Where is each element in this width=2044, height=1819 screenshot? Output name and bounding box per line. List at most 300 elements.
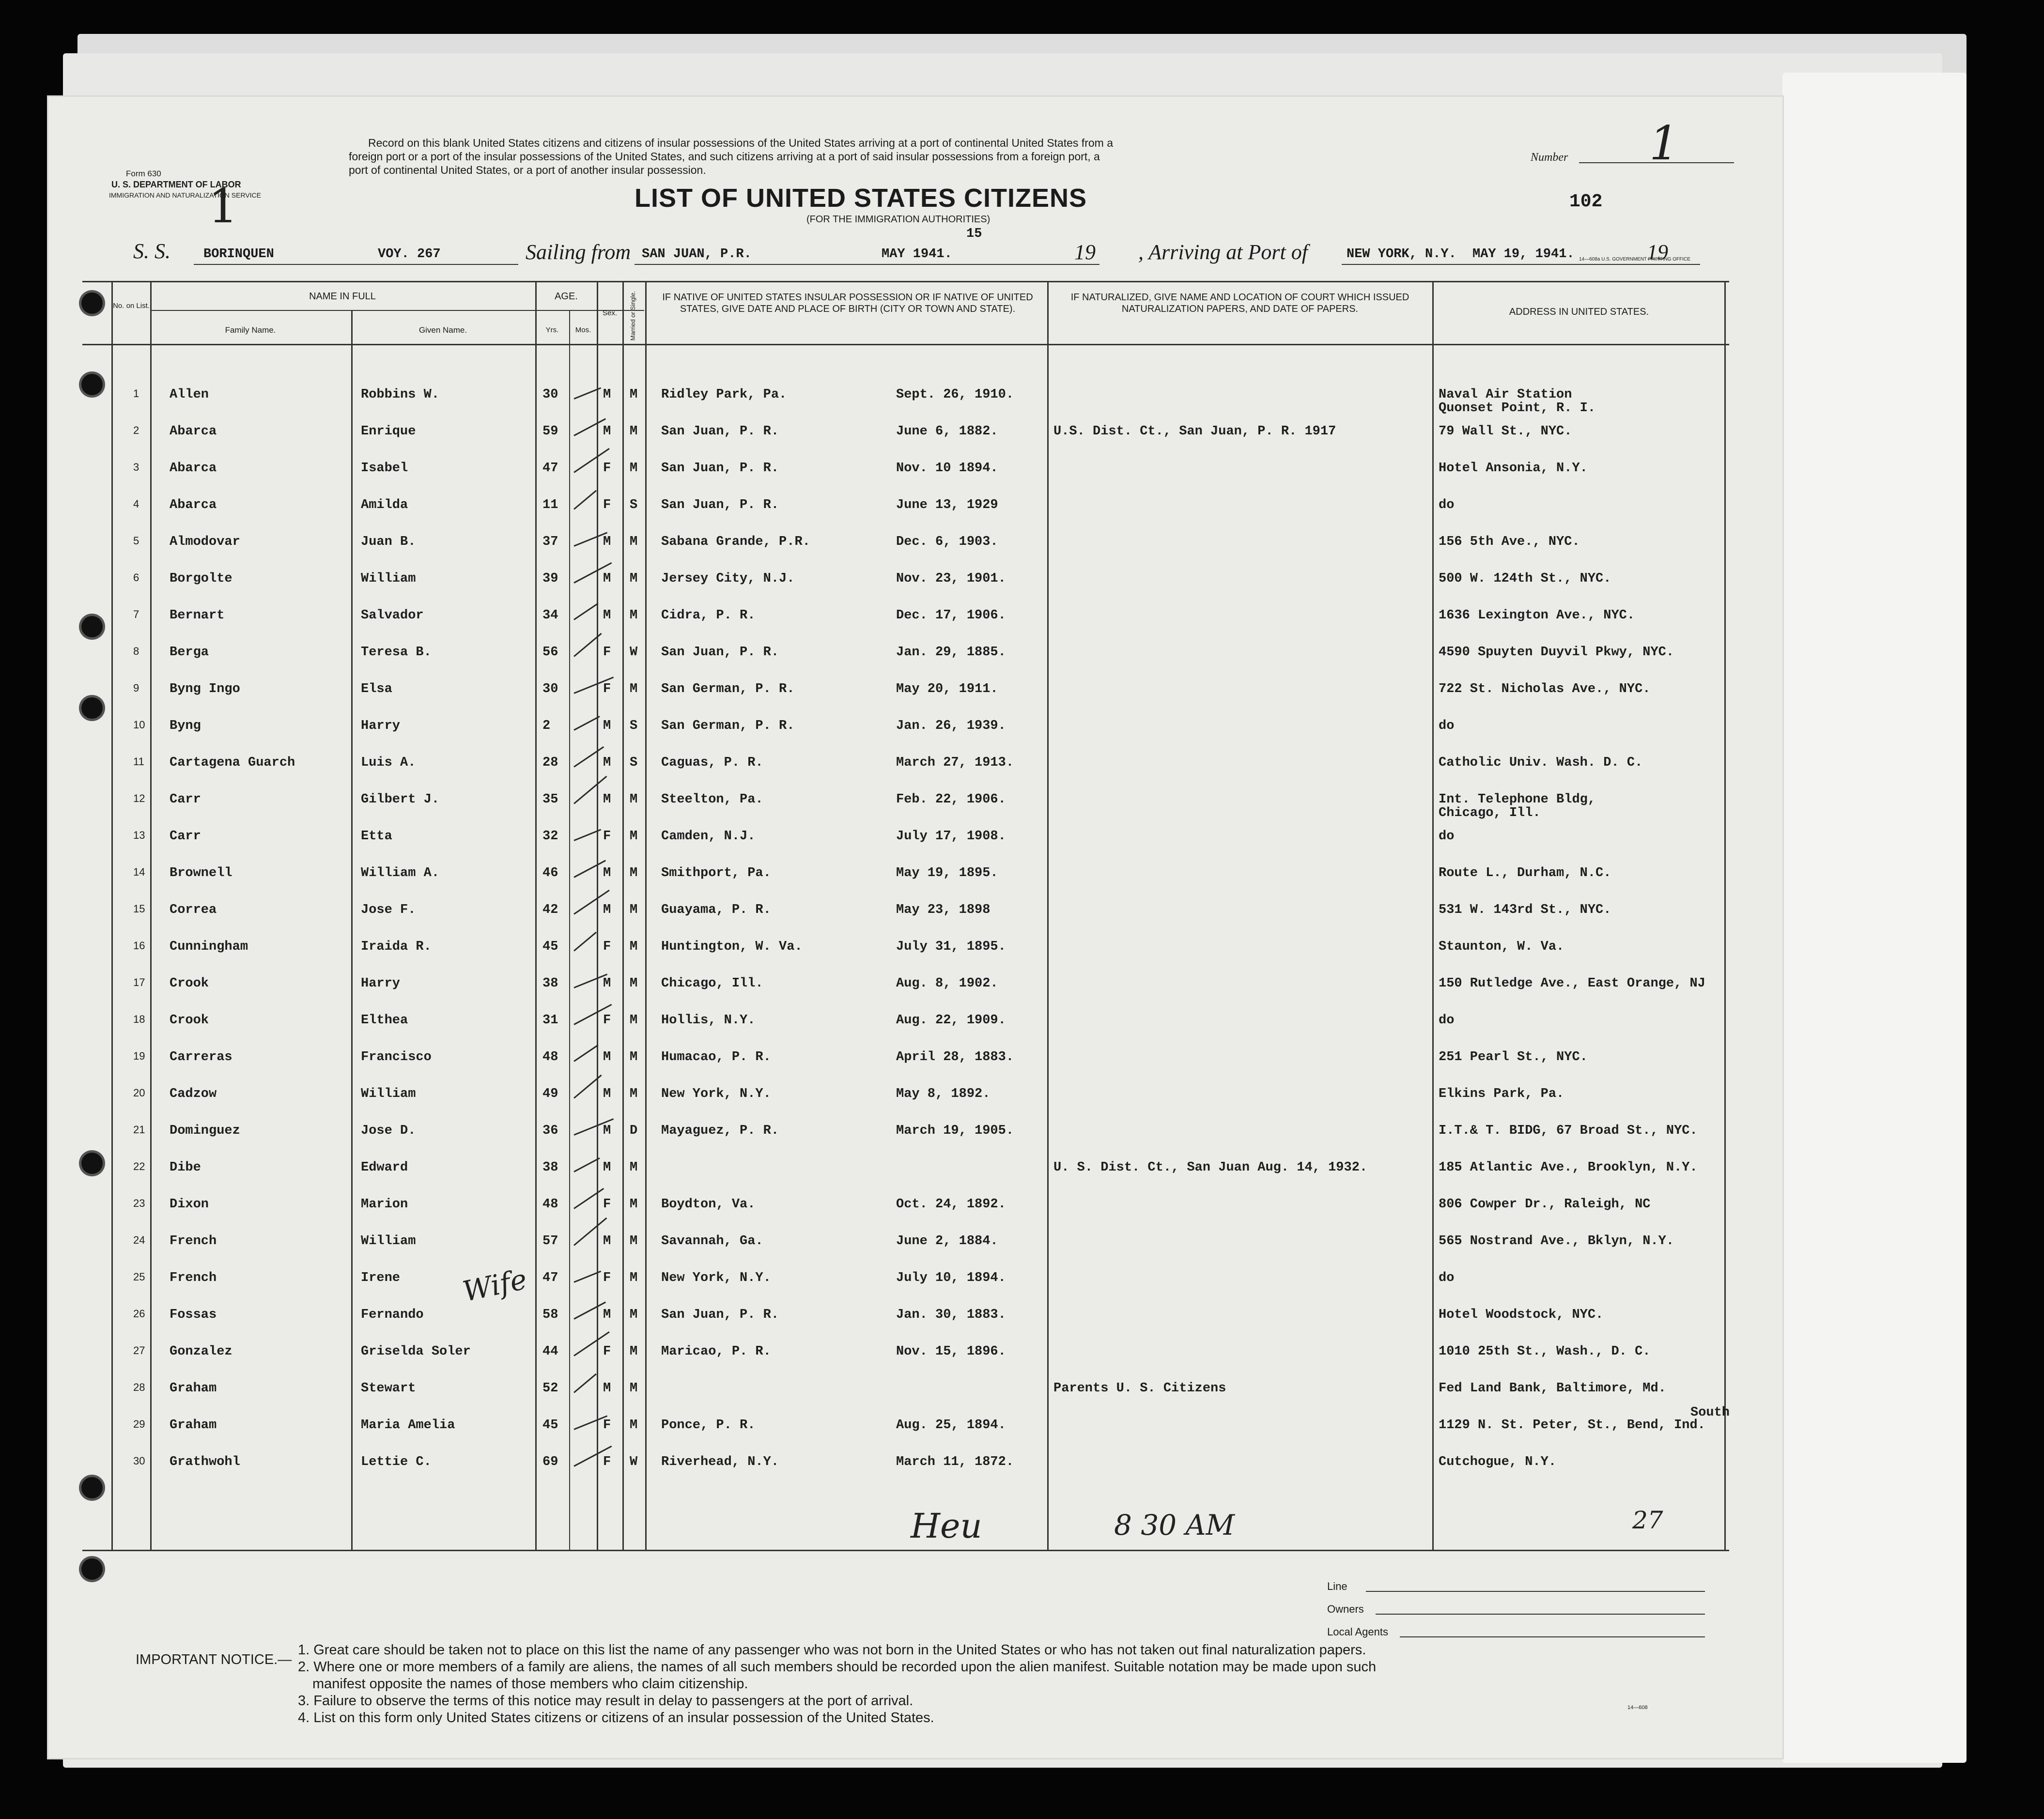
family-name: Dixon <box>170 1197 209 1212</box>
sex: F <box>603 498 611 512</box>
sailing-date-correction: 15 <box>966 227 982 241</box>
instruction-line-2: foreign port or a port of the insular possessions of the United States, and such citizens arriving at a port of said insular possessions from a foreign port, a <box>349 150 1100 163</box>
birth-place: Cidra, P. R. <box>661 608 756 623</box>
naturalization: U. S. Dist. Ct., San Juan Aug. 14, 1932. <box>1053 1160 1368 1175</box>
sex: F <box>603 461 611 476</box>
sex: F <box>603 1418 611 1433</box>
row-number: 15 <box>133 903 145 915</box>
arrival-underline <box>1342 264 1700 265</box>
family-name: Brownell <box>170 866 232 880</box>
marital-status: M <box>630 1344 638 1359</box>
header-mos: Mos. <box>575 326 591 334</box>
given-name: William A. <box>361 866 440 880</box>
sailing-year-suffix: 19 <box>1074 240 1096 264</box>
row-number: 6 <box>133 571 139 584</box>
given-name: Elsa <box>361 682 392 696</box>
sex: M <box>603 1160 611 1175</box>
given-name: Isabel <box>361 461 408 476</box>
header-no-on-list: No. on List. <box>113 302 150 310</box>
age-years: 44 <box>542 1344 558 1359</box>
birth-date: Aug. 25, 1894. <box>896 1418 1006 1433</box>
table-top-rule <box>82 281 1729 282</box>
family-name: Cadzow <box>170 1087 217 1101</box>
address-line-2: Chicago, Ill. <box>1439 806 1541 820</box>
header-birth: IF NATIVE OF UNITED STATES INSULAR POSSESSION OR IF NATIVE OF UNITED STATES, GIVE DATE AND PLACE OF BIRTH (CITY OR TOWN AND STATE). <box>662 292 1033 314</box>
marital-status: M <box>630 1197 638 1212</box>
address: Hotel Woodstock, NYC. <box>1439 1308 1604 1322</box>
naturalization: Parents U. S. Citizens <box>1053 1381 1226 1396</box>
page-title: LIST OF UNITED STATES CITIZENS <box>635 184 1087 213</box>
age-years: 11 <box>542 498 558 512</box>
age-years: 47 <box>542 461 558 476</box>
agent-local-rule <box>1400 1636 1705 1637</box>
address: do <box>1439 1271 1455 1285</box>
age-years: 47 <box>542 1271 558 1285</box>
age-years: 49 <box>542 1087 558 1101</box>
birth-date: Nov. 15, 1896. <box>896 1344 1006 1359</box>
sex: M <box>603 1381 611 1396</box>
family-name: Graham <box>170 1418 217 1433</box>
number-label: Number <box>1531 151 1568 164</box>
marital-status: M <box>630 1013 638 1028</box>
arrival-date: MAY 19, 1941. <box>1472 247 1575 262</box>
birth-date: May 19, 1895. <box>896 866 998 880</box>
marital-status: M <box>630 387 638 402</box>
check-mark <box>573 776 607 804</box>
time-stamp-handwritten: 8 30 AM <box>1114 1509 1235 1542</box>
age-years: 48 <box>542 1197 558 1212</box>
birth-date: July 31, 1895. <box>896 940 1006 954</box>
agent-owners-rule <box>1376 1614 1705 1615</box>
col-rule <box>351 310 353 1550</box>
address: 4590 Spuyten Duyvil Pkwy, NYC. <box>1439 645 1674 660</box>
family-name: Dominguez <box>170 1124 240 1138</box>
birth-place: Riverhead, N.Y. <box>661 1455 779 1469</box>
sex: M <box>603 1308 611 1322</box>
age-years: 42 <box>542 903 558 917</box>
given-name: Lettie C. <box>361 1455 432 1469</box>
row-number: 12 <box>133 792 145 804</box>
col-rule <box>622 281 624 1550</box>
birth-place: Sabana Grande, P.R. <box>661 535 810 549</box>
address: Fed Land Bank, Baltimore, Md. <box>1439 1381 1666 1396</box>
list-number-handwritten: 1 <box>1649 116 1679 170</box>
binder-hole <box>81 1477 103 1498</box>
family-name: Cunningham <box>170 940 248 954</box>
birth-date: Sept. 26, 1910. <box>896 387 1014 402</box>
birth-date: March 27, 1913. <box>896 755 1014 770</box>
birth-place: Smithport, Pa. <box>661 866 771 880</box>
age-years: 38 <box>542 976 558 991</box>
birth-place: Ponce, P. R. <box>661 1418 756 1433</box>
birth-date: July 10, 1894. <box>896 1271 1006 1285</box>
row-number: 27 <box>133 1344 145 1357</box>
given-name: Iraida R. <box>361 940 432 954</box>
marital-status: M <box>630 792 638 807</box>
page-subtitle: (FOR THE IMMIGRATION AUTHORITIES) <box>806 214 991 225</box>
family-name: Carr <box>170 829 201 844</box>
birth-place: San Juan, P. R. <box>661 498 779 512</box>
family-name: Berga <box>170 645 209 660</box>
birth-date: May 20, 1911. <box>896 682 998 696</box>
birth-date: July 17, 1908. <box>896 829 1006 844</box>
address: 79 Wall St., NYC. <box>1439 424 1572 439</box>
notice-item-2: 2. Where one or more members of a family are aliens, the names of all such members should be recorded upon the alien manifest. Suitable notation may be made upon such <box>298 1659 1377 1675</box>
birth-place: San German, P. R. <box>661 682 795 696</box>
given-name: Etta <box>361 829 392 844</box>
birth-place: Maricao, P. R. <box>661 1344 771 1359</box>
birth-date: Dec. 17, 1906. <box>896 608 1006 623</box>
row-number: 16 <box>133 940 145 952</box>
sex: M <box>603 903 611 917</box>
notice-item-2-cont: manifest opposite the names of those members who claim citizenship. <box>312 1676 748 1692</box>
family-name: Almodovar <box>170 535 240 549</box>
sex: F <box>603 940 611 954</box>
service-name: IMMIGRATION AND NATURALIZATION SERVICE <box>109 191 261 199</box>
given-name: William <box>361 571 416 586</box>
binder-hole <box>81 374 103 395</box>
check-mark <box>573 1301 606 1319</box>
family-name: Abarca <box>170 424 217 439</box>
birth-place: Savannah, Ga. <box>661 1234 763 1249</box>
age-years: 36 <box>542 1124 558 1138</box>
sex: M <box>603 387 611 402</box>
col-rule <box>1724 281 1726 1550</box>
row-number: 11 <box>133 755 144 768</box>
given-name: Teresa B. <box>361 645 432 660</box>
row-number: 19 <box>133 1050 145 1062</box>
family-name: Borgolte <box>170 571 232 586</box>
binder-hole <box>81 1153 103 1174</box>
sex: M <box>603 755 611 770</box>
marital-status: M <box>630 1418 638 1433</box>
count-handwritten: 27 <box>1632 1506 1663 1534</box>
check-mark <box>573 1415 607 1430</box>
address-line-2: South <box>1690 1405 1730 1420</box>
family-name: Correa <box>170 903 217 917</box>
check-mark <box>573 1218 607 1246</box>
row-number: 8 <box>133 645 139 657</box>
age-years: 58 <box>542 1308 558 1322</box>
marital-status: M <box>630 1160 638 1175</box>
notice-item-1: 1. Great care should be taken not to place on this list the name of any passenger who was not born in the United States or who has not taken out final naturalization papers. <box>298 1642 1366 1658</box>
family-name: Carr <box>170 792 201 807</box>
family-name: Byng Ingo <box>170 682 240 696</box>
age-years: 52 <box>542 1381 558 1396</box>
given-name: William <box>361 1087 416 1101</box>
family-name: Byng <box>170 719 201 733</box>
address: 156 5th Ave., NYC. <box>1439 535 1580 549</box>
family-name: Cartagena Guarch <box>170 755 295 770</box>
sex: M <box>603 719 611 733</box>
birth-date: Feb. 22, 1906. <box>896 792 1006 807</box>
sex: M <box>603 792 611 807</box>
check-mark <box>573 1157 600 1172</box>
col-rule <box>150 281 152 1550</box>
marital-status: M <box>630 1271 638 1285</box>
sailing-underline <box>635 264 1099 265</box>
row-number: 7 <box>133 608 139 620</box>
birth-date: March 19, 1905. <box>896 1124 1014 1138</box>
row-number: 20 <box>133 1087 145 1099</box>
marital-status: M <box>630 976 638 991</box>
address: 531 W. 143rd St., NYC. <box>1439 903 1611 917</box>
given-name: Marion <box>361 1197 408 1212</box>
age-years: 2 <box>542 719 551 733</box>
birth-place: San Juan, P. R. <box>661 645 779 660</box>
notice-heading: IMPORTANT NOTICE.— <box>136 1652 292 1667</box>
ship-name: BORINQUEN <box>203 247 274 262</box>
department-name: U. S. DEPARTMENT OF LABOR <box>111 180 241 189</box>
given-name: Luis A. <box>361 755 416 770</box>
instruction-line-1: Record on this blank United States citizens and citizens of insular possessions of the United States arriving at a port of continental United States from a <box>368 137 1113 149</box>
given-name: Maria Amelia <box>361 1418 455 1433</box>
given-name: Fernando <box>361 1308 424 1322</box>
birth-date: March 11, 1872. <box>896 1455 1014 1469</box>
arrival-year-suffix: 19 <box>1647 240 1668 264</box>
header-given-name: Given Name. <box>418 325 467 335</box>
age-years: 37 <box>542 535 558 549</box>
address: Elkins Park, Pa. <box>1439 1087 1564 1101</box>
check-mark <box>573 1188 604 1209</box>
family-name: Bernart <box>170 608 225 623</box>
birth-place: Chicago, Ill. <box>661 976 763 991</box>
birth-date: April 28, 1883. <box>896 1050 1014 1064</box>
sex: F <box>603 645 611 660</box>
print-code-bottom: 14—608 <box>1627 1705 1648 1711</box>
family-name: Allen <box>170 387 209 402</box>
marital-status: M <box>630 866 638 880</box>
age-years: 38 <box>542 1160 558 1175</box>
address: 722 St. Nicholas Ave., NYC. <box>1439 682 1651 696</box>
marital-status: M <box>630 903 638 917</box>
sex: F <box>603 1271 611 1285</box>
arrival-port: NEW YORK, N.Y. <box>1347 247 1456 262</box>
sex: M <box>603 424 611 439</box>
birth-place: Steelton, Pa. <box>661 792 763 807</box>
check-mark <box>573 860 606 878</box>
given-name: Enrique <box>361 424 416 439</box>
row-number: 23 <box>133 1197 145 1209</box>
sex: F <box>603 1197 611 1212</box>
marital-status: W <box>630 1455 638 1469</box>
address: 251 Pearl St., NYC. <box>1439 1050 1588 1064</box>
address: 1636 Lexington Ave., NYC. <box>1439 608 1635 623</box>
row-number: 22 <box>133 1160 145 1172</box>
address: 565 Nostrand Ave., Bklyn, N.Y. <box>1439 1234 1674 1249</box>
header-family-name: Family Name. <box>225 325 276 335</box>
binder-hole <box>81 616 103 637</box>
header-bottom-rule <box>82 344 1729 345</box>
manifest-page <box>48 97 1782 1758</box>
binder-hole <box>81 1558 103 1580</box>
page-number: 102 <box>1569 191 1603 212</box>
ss-label: S. S. <box>133 239 170 263</box>
check-mark <box>573 532 607 547</box>
birth-place: Huntington, W. Va. <box>661 940 803 954</box>
ship-underline <box>194 264 518 265</box>
marital-status: M <box>630 940 638 954</box>
birth-place: Ridley Park, Pa. <box>661 387 787 402</box>
given-name: Griselda Soler <box>361 1344 471 1359</box>
marital-status: M <box>630 682 638 696</box>
family-name: Abarca <box>170 498 217 512</box>
sex: M <box>603 976 611 991</box>
row-number: 25 <box>133 1271 145 1283</box>
given-name: Francisco <box>361 1050 432 1064</box>
col-rule <box>597 281 598 1550</box>
given-name: Harry <box>361 976 401 991</box>
marital-status: M <box>630 535 638 549</box>
birth-date: June 6, 1882. <box>896 424 998 439</box>
age-years: 56 <box>542 645 558 660</box>
header-sex: Sex. <box>602 309 617 317</box>
row-number: 24 <box>133 1234 145 1246</box>
print-code-top: 14—608a U.S. GOVERNMENT PRINTING OFFICE <box>1579 257 1690 262</box>
margin-mark-handwritten: 1 <box>208 179 238 233</box>
col-rule <box>535 281 537 1550</box>
check-mark <box>573 973 607 988</box>
row-number: 3 <box>133 461 139 473</box>
sex: F <box>603 829 611 844</box>
birth-place: Mayaguez, P. R. <box>661 1124 779 1138</box>
address: 150 Rutledge Ave., East Orange, NJ <box>1439 976 1705 991</box>
row-number: 2 <box>133 424 139 436</box>
row-number: 18 <box>133 1013 145 1025</box>
marital-status: S <box>630 719 638 733</box>
family-name: French <box>170 1271 217 1285</box>
sex: F <box>603 1344 611 1359</box>
check-mark <box>573 603 598 620</box>
table-bottom-rule <box>82 1550 1729 1551</box>
col-rule <box>569 310 570 1550</box>
birth-place: San Juan, P. R. <box>661 1308 779 1322</box>
notice-item-3: 3. Failure to observe the terms of this notice may result in delay to passengers at the port of arrival. <box>298 1693 914 1709</box>
age-years: 32 <box>542 829 558 844</box>
header-name-in-full: NAME IN FULL <box>309 291 376 302</box>
arriving-label: , Arriving at Port of <box>1138 240 1308 264</box>
row-number: 13 <box>133 829 145 841</box>
family-name: Graham <box>170 1381 217 1396</box>
marital-status: M <box>630 424 638 439</box>
agent-local-label: Local Agents <box>1327 1626 1388 1638</box>
age-years: 57 <box>542 1234 558 1249</box>
binder-hole <box>81 293 103 314</box>
family-name: Crook <box>170 1013 209 1028</box>
sailing-port: SAN JUAN, P.R. <box>642 247 752 262</box>
marital-status: W <box>630 645 638 660</box>
address: I.T.& T. BIDG, 67 Broad St., NYC. <box>1439 1124 1698 1138</box>
sex: F <box>603 1455 611 1469</box>
birth-date: May 8, 1892. <box>896 1087 991 1101</box>
check-mark <box>573 1045 598 1062</box>
sailing-date: MAY 1941. <box>882 247 952 262</box>
address: 185 Atlantic Ave., Brooklyn, N.Y. <box>1439 1160 1698 1175</box>
given-name: Amilda <box>361 498 408 512</box>
age-years: 46 <box>542 866 558 880</box>
naturalization: U.S. Dist. Ct., San Juan, P. R. 1917 <box>1053 424 1336 439</box>
birth-place: Caguas, P. R. <box>661 755 763 770</box>
address: do <box>1439 1013 1455 1028</box>
birth-place: New York, N.Y. <box>661 1087 771 1101</box>
age-years: 30 <box>542 387 558 402</box>
marital-status: M <box>630 461 638 476</box>
sex: M <box>603 1124 611 1138</box>
marital-status: M <box>630 1381 638 1396</box>
marital-status: S <box>630 755 638 770</box>
birth-place: Boydton, Va. <box>661 1197 756 1212</box>
given-name: William <box>361 1234 416 1249</box>
birth-date: Jan. 29, 1885. <box>896 645 1006 660</box>
header-address: ADDRESS IN UNITED STATES. <box>1509 307 1649 317</box>
birth-place: Humacao, P. R. <box>661 1050 771 1064</box>
header-yrs: Yrs. <box>545 326 559 334</box>
age-years: 34 <box>542 608 558 623</box>
address: Hotel Ansonia, N.Y. <box>1439 461 1588 476</box>
sex: F <box>603 1013 611 1028</box>
given-name: Gilbert J. <box>361 792 440 807</box>
address: 1010 25th St., Wash., D. C. <box>1439 1344 1651 1359</box>
sex: M <box>603 608 611 623</box>
check-mark <box>573 1373 597 1393</box>
given-name: Salvador <box>361 608 424 623</box>
given-name: Elthea <box>361 1013 408 1028</box>
check-mark <box>573 490 597 510</box>
address: do <box>1439 719 1455 733</box>
birth-date: Dec. 6, 1903. <box>896 535 998 549</box>
row-number: 29 <box>133 1418 145 1430</box>
agent-line-label: Line <box>1327 1580 1347 1592</box>
family-name: Crook <box>170 976 209 991</box>
birth-date: June 13, 1929 <box>896 498 998 512</box>
name-subheader-rule <box>150 310 644 311</box>
agent-owners-label: Owners <box>1327 1603 1364 1615</box>
family-name: Gonzalez <box>170 1344 232 1359</box>
address: do <box>1439 829 1455 844</box>
marital-status: M <box>630 829 638 844</box>
marital-status: M <box>630 608 638 623</box>
marital-status: M <box>630 571 638 586</box>
given-name: Jose F. <box>361 903 416 917</box>
row-number: 5 <box>133 535 139 547</box>
birth-place: Hollis, N.Y. <box>661 1013 756 1028</box>
age-years: 31 <box>542 1013 558 1028</box>
marital-status: M <box>630 1050 638 1064</box>
marital-status: D <box>630 1124 638 1138</box>
birth-date: Oct. 24, 1892. <box>896 1197 1006 1212</box>
check-mark <box>573 716 600 731</box>
voyage-number: VOY. 267 <box>378 247 441 262</box>
given-name: Irene <box>361 1271 401 1285</box>
wife-note-handwritten: Wife <box>460 1262 530 1309</box>
check-mark <box>573 746 604 768</box>
given-name: Jose D. <box>361 1124 416 1138</box>
birth-date: Jan. 26, 1939. <box>896 719 1006 733</box>
age-years: 28 <box>542 755 558 770</box>
age-years: 59 <box>542 424 558 439</box>
row-number: 26 <box>133 1308 145 1320</box>
col-rule <box>111 281 113 1550</box>
address: 806 Cowper Dr., Raleigh, NC <box>1439 1197 1651 1212</box>
row-number: 4 <box>133 498 139 510</box>
age-years: 45 <box>542 1418 558 1433</box>
birth-place: Jersey City, N.J. <box>661 571 795 586</box>
age-years: 48 <box>542 1050 558 1064</box>
given-name: Stewart <box>361 1381 416 1396</box>
birth-date: Aug. 22, 1909. <box>896 1013 1006 1028</box>
binder-hole <box>81 697 103 719</box>
birth-date: Aug. 8, 1902. <box>896 976 998 991</box>
